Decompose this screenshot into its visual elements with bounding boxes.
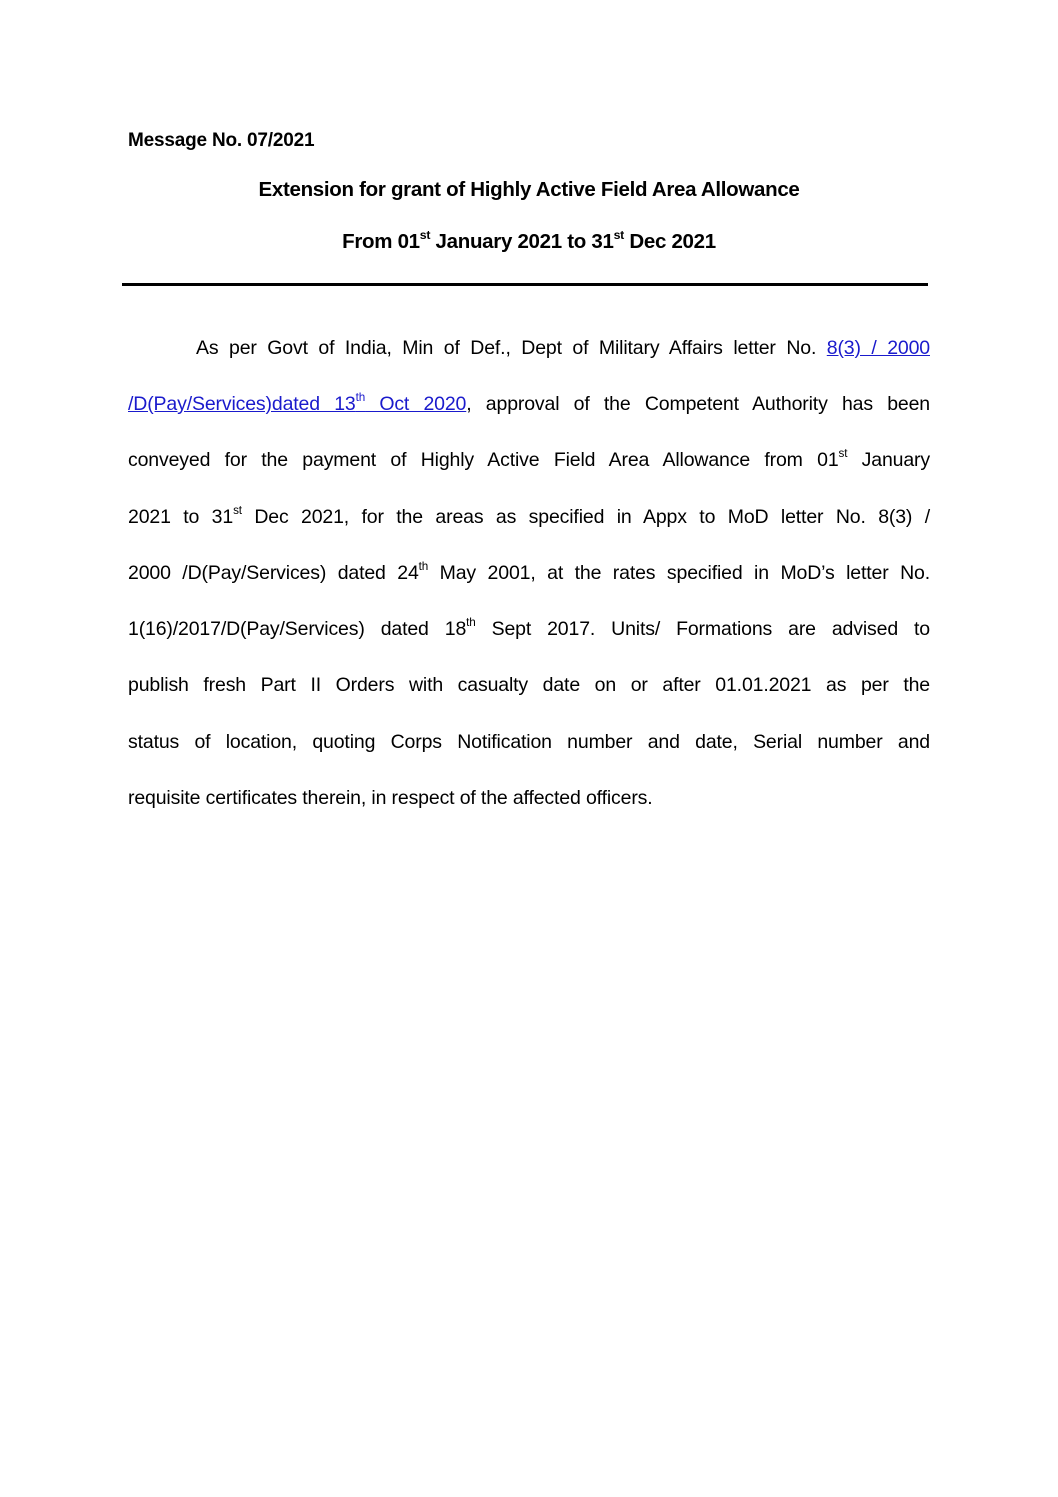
- body-line-1: As per Govt of India, Min of Def., Dept of Military Affairs letter No. 8(3) / 2000: [196, 337, 930, 359]
- letter-reference-link-continued[interactable]: /D(Pay/Services)dated 13th Oct 2020: [128, 391, 467, 415]
- body-line-8: status of location, quoting Corps Notification number and date, Serial number and: [128, 731, 930, 753]
- body-line-4: 2021 to 31st Dec 2021, for the areas as specified in Appx to MoD letter No. 8(3) /: [128, 504, 930, 528]
- title-divider: [122, 283, 928, 286]
- letter-reference-link[interactable]: 8(3) / 2000: [826, 337, 930, 359]
- body-line-2: /D(Pay/Services)dated 13th Oct 2020, approval of the Competent Authority has been: [128, 391, 930, 415]
- body-line-6: 1(16)/2017/D(Pay/Services) dated 18th Sept 2017. Units/ Formations are advised to: [128, 616, 930, 640]
- body-line-3: conveyed for the payment of Highly Active Field Area Allowance from 01st January: [128, 447, 931, 471]
- body-line-7: publish fresh Part II Orders with casualty date on or after 01.01.2021 as per the: [128, 674, 930, 696]
- body-line-9: requisite certificates therein, in respect of the affected officers.: [128, 787, 653, 809]
- body-line-5: 2000 /D(Pay/Services) dated 24th May 2001, at the rates specified in MoD’s letter No.: [128, 560, 930, 584]
- document-subtitle: From 01st January 2021 to 31st Dec 2021: [342, 227, 716, 253]
- document-title: Extension for grant of Highly Active Field Area Allowance: [258, 178, 800, 201]
- message-number: Message No. 07/2021: [128, 130, 315, 151]
